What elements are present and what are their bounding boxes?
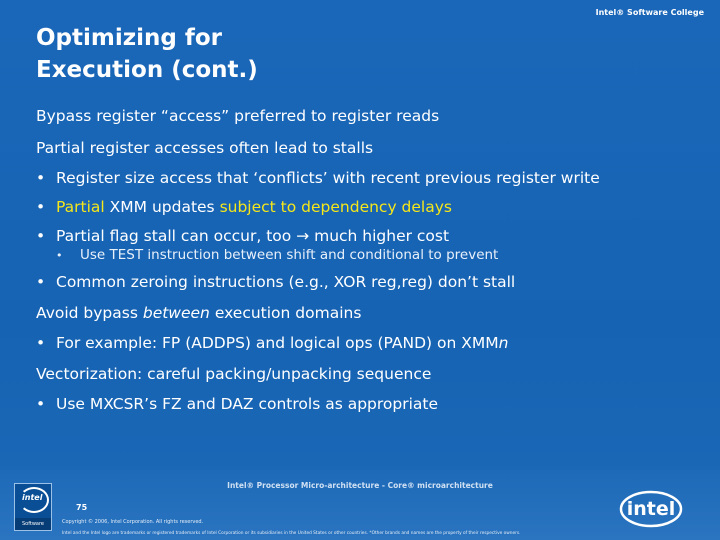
text-part: execution domains bbox=[209, 304, 362, 322]
emphasis-n: n bbox=[498, 334, 509, 352]
footer-course-title: Intel® Processor Micro-architecture - Core® microarchitecture bbox=[227, 481, 493, 490]
bullet-text: XMM updates bbox=[104, 198, 220, 216]
intel-logo-text: intel bbox=[626, 498, 676, 520]
bullet-fp-example bbox=[36, 335, 696, 352]
bullet-dot: • bbox=[36, 198, 46, 216]
bullet-register-size bbox=[36, 170, 696, 187]
bullet-dot: • bbox=[36, 395, 46, 413]
highlight-dependency-delays: subject to dependency delays bbox=[219, 198, 452, 216]
title-line-1: Optimizing for bbox=[36, 25, 223, 51]
bullet-dot: • bbox=[36, 227, 46, 245]
intel-software-logo bbox=[14, 483, 52, 531]
header-brand: Intel® Software College bbox=[595, 8, 704, 17]
point-avoid-bypass bbox=[36, 303, 696, 323]
page-number: 75 bbox=[76, 503, 88, 512]
sub-bullet-test-instruction bbox=[36, 247, 696, 264]
copyright: Copyright © 2006, Intel Corporation. All rights reserved. bbox=[62, 519, 204, 525]
title-line-2: Execution (cont.) bbox=[36, 57, 258, 83]
slide-body bbox=[36, 106, 696, 425]
bullet-text: Partial flag stall can occur, too → much higher cost bbox=[56, 227, 450, 245]
point-vectorization: Vectorization: careful packing/unpacking sequence bbox=[36, 365, 432, 383]
bullet-dot: • bbox=[36, 273, 46, 291]
sub-bullet-text: Use TEST instruction between shift and conditional to prevent bbox=[80, 247, 499, 263]
bullet-text: Common zeroing instructions (e.g., XOR reg,reg) don’t stall bbox=[56, 273, 516, 291]
text-part: Avoid bypass bbox=[36, 304, 143, 322]
emphasis-between: between bbox=[142, 304, 210, 322]
slide-title bbox=[36, 22, 258, 86]
bullet-dot: • bbox=[36, 169, 46, 187]
bullet-text: For example: FP (ADDPS) and logical ops (PAND) on XMM bbox=[56, 334, 499, 352]
bullet-text: Use MXCSR’s FZ and DAZ controls as appropriate bbox=[56, 395, 439, 413]
point-partial-register: Partial register accesses often lead to stalls bbox=[36, 139, 374, 157]
bullet-zeroing bbox=[36, 274, 696, 291]
bullet-text: Register size access that ‘conflicts’ with recent previous register write bbox=[56, 169, 600, 187]
trademark-notice: Intel and the Intel logo are trademarks or registered trademarks of Intel Corporation or its subsidiaries in the United States or other countries. *Other brands and names are the property of their respective owners. bbox=[62, 531, 521, 536]
sub-bullet-dot: • bbox=[56, 249, 63, 262]
point-bypass-register: Bypass register “access” preferred to register reads bbox=[36, 107, 440, 125]
intel-logo bbox=[618, 488, 688, 530]
bullet-partial-xmm bbox=[36, 199, 696, 216]
highlight-partial: Partial bbox=[56, 198, 105, 216]
logo-text: intel bbox=[22, 493, 43, 502]
bullet-partial-flag bbox=[36, 228, 696, 245]
bullet-dot: • bbox=[36, 334, 46, 352]
bullet-mxcsr bbox=[36, 396, 696, 413]
logo-sub-text: Software bbox=[15, 518, 51, 530]
